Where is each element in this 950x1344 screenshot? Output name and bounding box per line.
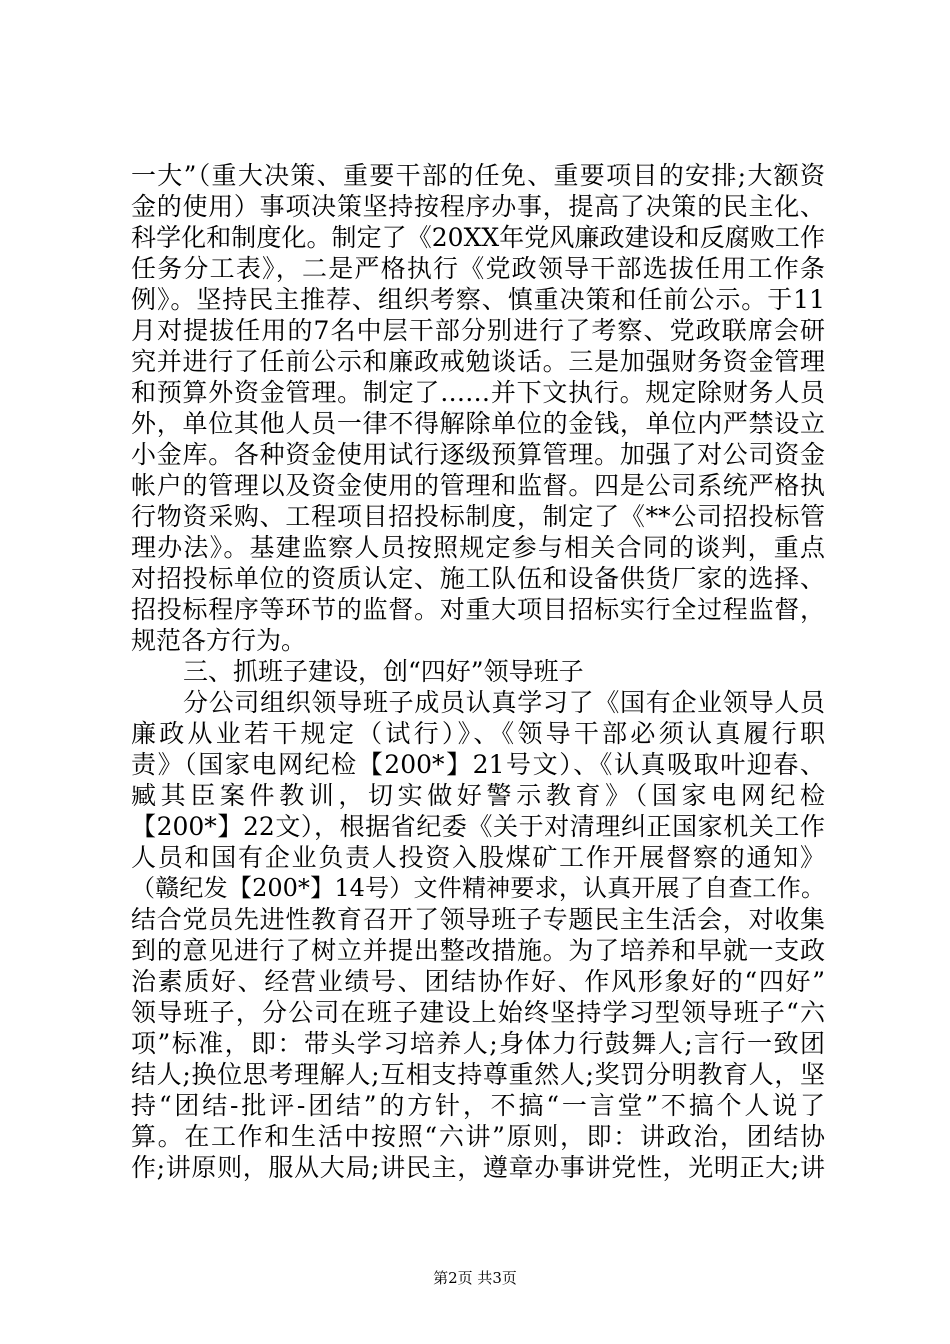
text-line: 小金库。各种资金使用试行逐级预算管理。加强了对公司资金 — [131, 440, 825, 469]
section-heading: 三、抓班子建设，创“四好”领导班子 — [183, 657, 584, 686]
text-line: 理办法》。基建监察人员按照规定参与相关合同的谈判，重点 — [131, 533, 825, 562]
text-line: 廉政从业若干规定（试行）》、《领导干部必须认真履行职 — [131, 719, 825, 748]
text-line: 领导班子，分公司在班子建设上始终坚持学习型领导班子“六 — [131, 998, 825, 1027]
text-line: 科学化和制度化。制定了《20XX年党风廉政建设和反腐败工作 — [131, 223, 825, 252]
text-line: 月对提拔任用的7名中层干部分别进行了考察、党政联席会研 — [131, 316, 825, 345]
text-line: 例》。坚持民主推荐、组织考察、慎重决策和任前公示。于11 — [131, 285, 825, 314]
text-line: 金的使用）事项决策坚持按程序办事，提高了决策的民主化、 — [131, 192, 825, 221]
text-line: 结合党员先进性教育召开了领导班子专题民主生活会，对收集 — [131, 905, 825, 934]
text-line: 分公司组织领导班子成员认真学习了《国有企业领导人员 — [183, 688, 825, 717]
text-line: 项”标准，即：带头学习培养人;身体力行鼓舞人;言行一致团 — [131, 1029, 825, 1058]
text-line: 任务分工表》，二是严格执行《党政领导干部选拔任用工作条 — [131, 254, 825, 283]
text-line: 对招投标单位的资质认定、施工队伍和设备供货厂家的选择、 — [131, 564, 825, 593]
text-line: 一大”（重大决策、重要干部的任免、重要项目的安排;大额资 — [131, 161, 825, 190]
page-number-footer: 第2页 共3页 — [433, 1269, 517, 1287]
text-line: 人员和国有企业负责人投资入股煤矿工作开展督察的通知》 — [131, 843, 825, 872]
text-line: 行物资采购、工程项目招投标制度，制定了《**公司招投标管 — [131, 502, 825, 531]
text-line: 责》（国家电网纪检【200*】21号文）、《认真吸取叶迎春、 — [131, 750, 825, 779]
text-line: 规范各方行为。 — [131, 626, 307, 655]
text-line: 臧其臣案件教训，切实做好警示教育》（国家电网纪检 — [131, 781, 825, 810]
text-line: 作;讲原则，服从大局;讲民主，遵章办事讲党性，光明正大;讲 — [131, 1153, 825, 1182]
text-line: 究并进行了任前公示和廉政戒勉谈话。三是加强财务资金管理 — [131, 347, 825, 376]
text-line: 和预算外资金管理。制定了……并下文执行。规定除财务人员 — [131, 378, 825, 407]
text-line: 结人;换位思考理解人;互相支持尊重然人;奖罚分明教育人，坚 — [131, 1060, 825, 1089]
text-line: 帐户的管理以及资金使用的管理和监督。四是公司系统严格执 — [131, 471, 825, 500]
text-line: 【200*】22文），根据省纪委《关于对清理纠正国家机关工作 — [131, 812, 825, 841]
text-line: 招投标程序等环节的监督。对重大项目招标实行全过程监督， — [131, 595, 825, 624]
text-line: （赣纪发【200*】14号）文件精神要求，认真开展了自查工作。 — [131, 874, 825, 902]
document-body — [131, 160, 825, 1183]
text-line: 治素质好、经营业绩号、团结协作好、作风形象好的“四好” — [131, 967, 825, 996]
text-line: 外，单位其他人员一律不得解除单位的金钱，单位内严禁设立 — [131, 409, 825, 438]
text-line: 持“团结-批评-团结”的方针，不搞“一言堂”不搞个人说了 — [131, 1091, 825, 1120]
text-line: 算。在工作和生活中按照“六讲”原则，即：讲政治，团结协 — [131, 1122, 825, 1151]
text-line: 到的意见进行了树立并提出整改措施。为了培养和早就一支政 — [131, 936, 825, 965]
